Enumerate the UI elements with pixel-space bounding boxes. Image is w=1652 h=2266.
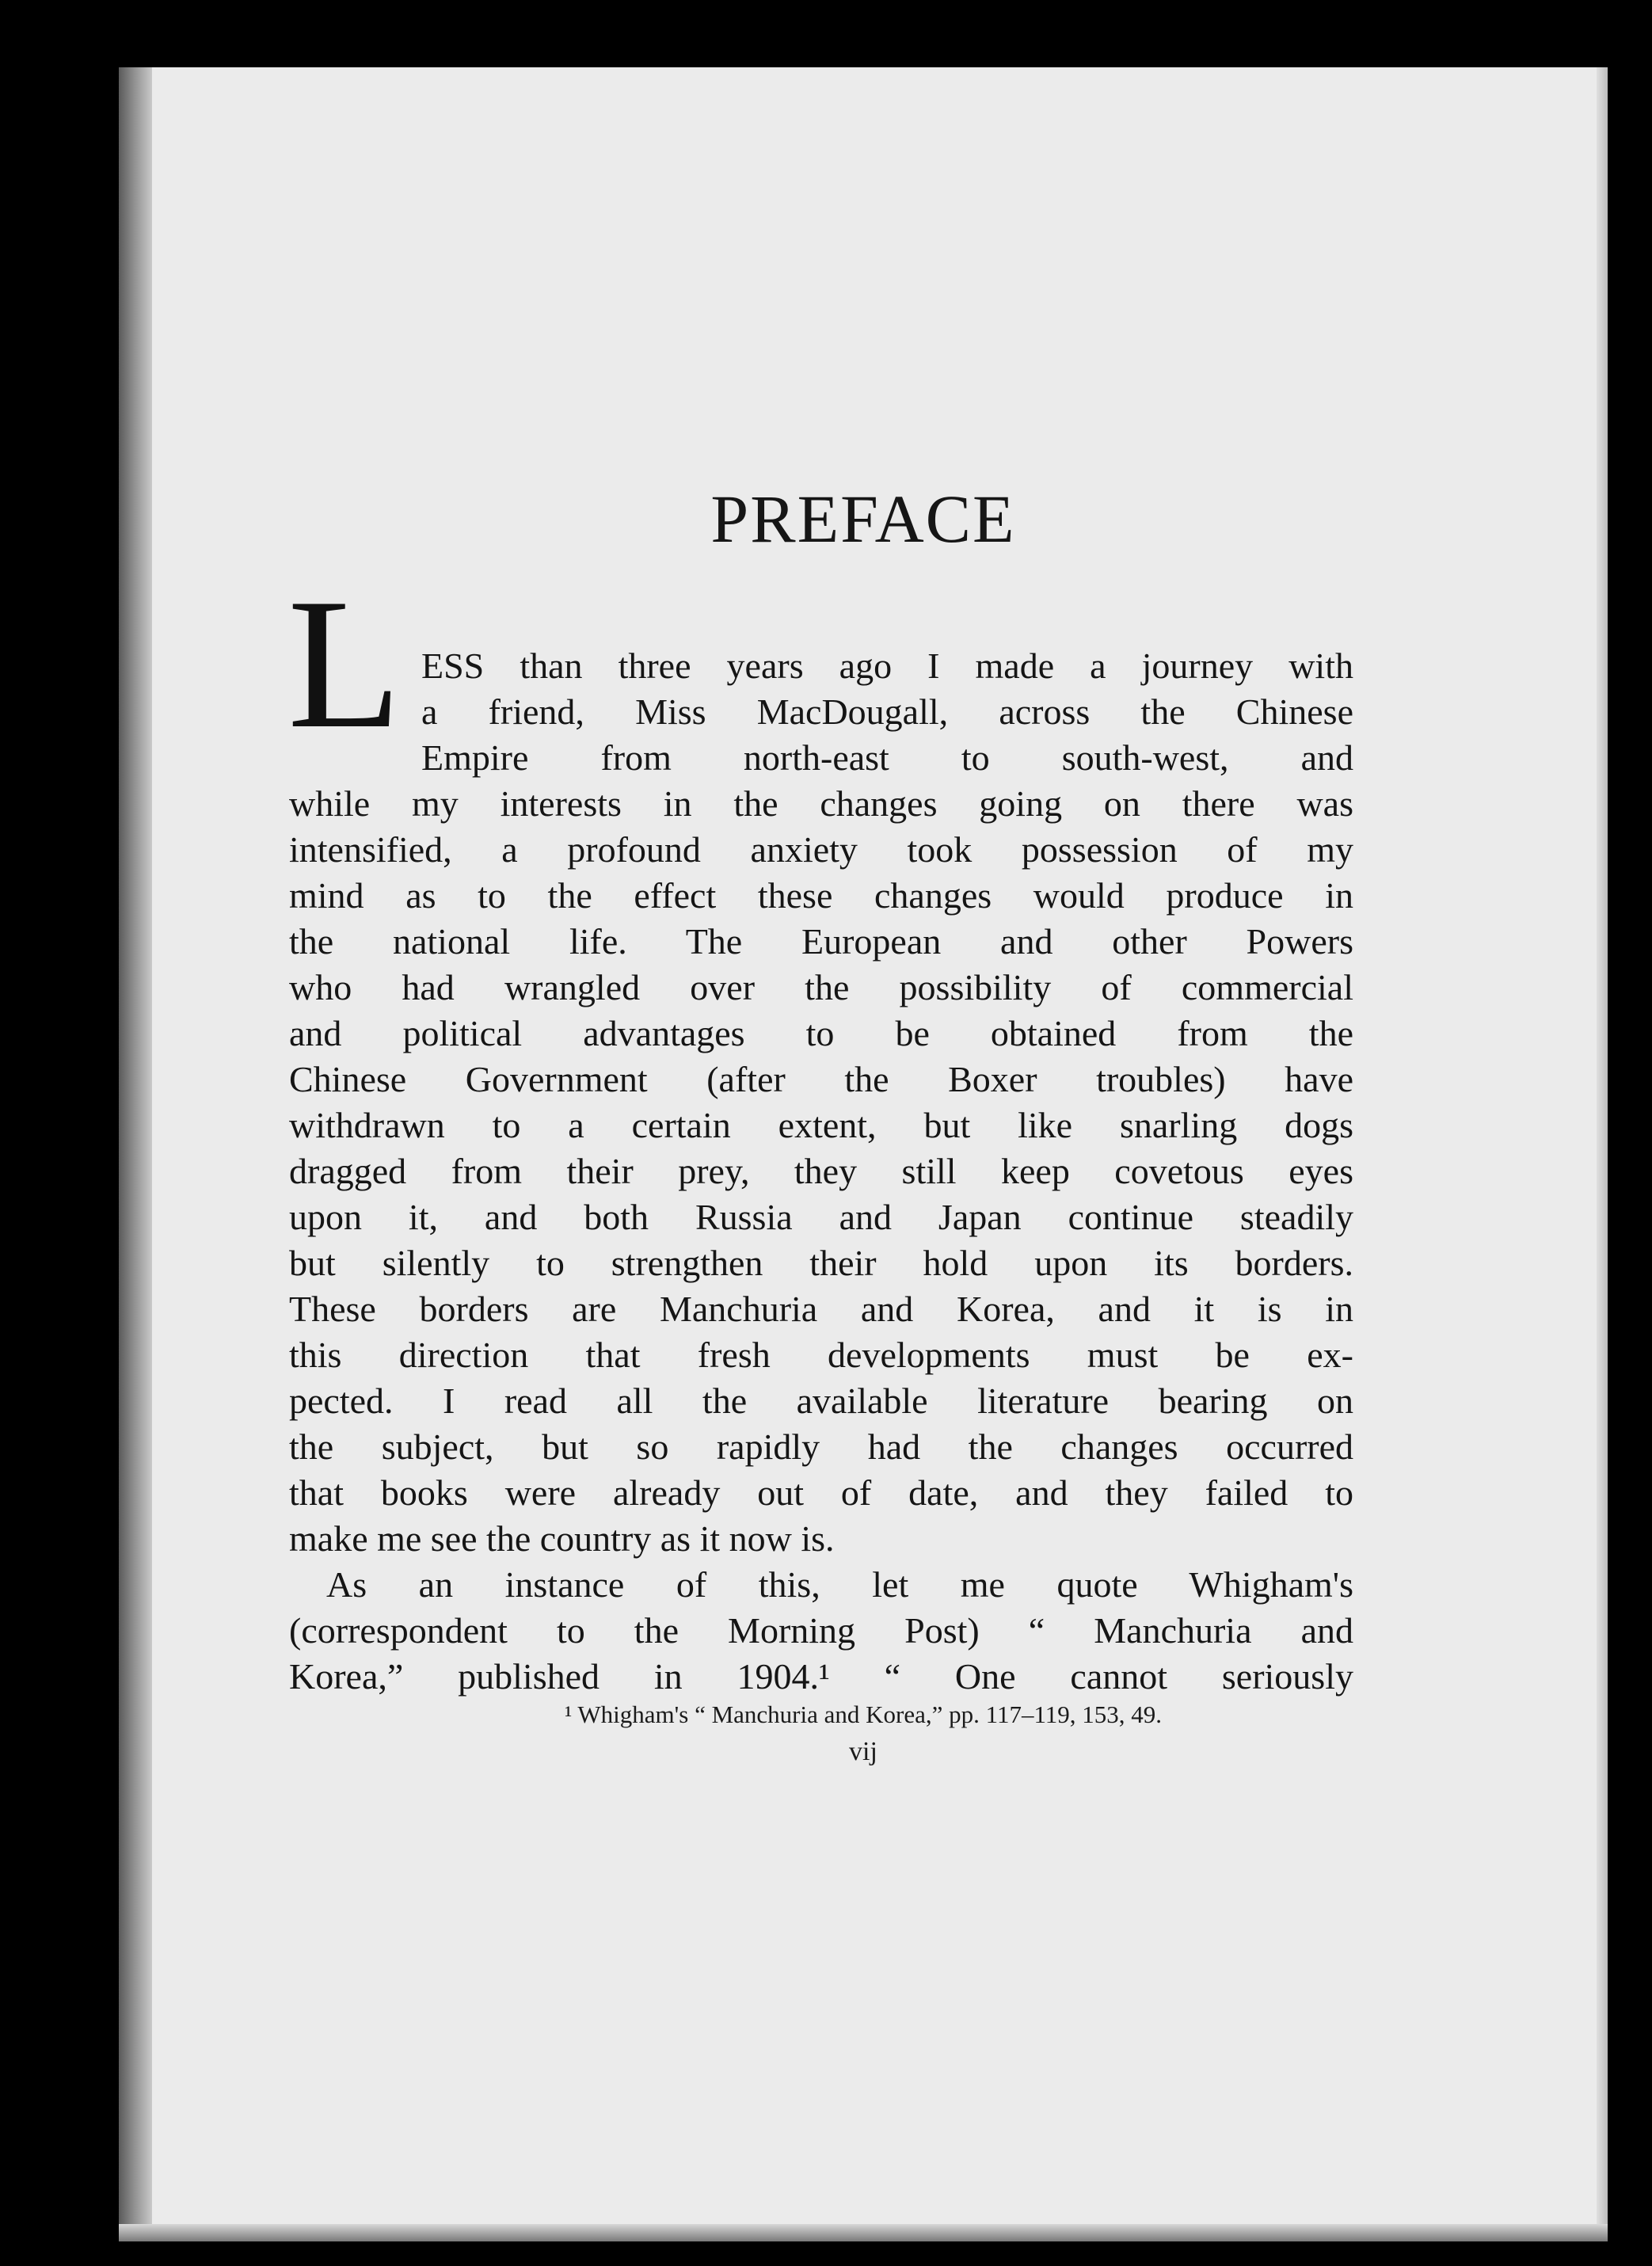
book-page (119, 67, 1608, 2241)
drop-cap: L (287, 561, 402, 767)
footnote: ¹ Whigham's “ Manchuria and Korea,” pp. 117–119, 153, 49. (564, 1700, 1163, 1728)
body-line: make me see the country as it now is. (289, 1518, 835, 1559)
body-line: the national life. The European and other Powers (289, 921, 1353, 962)
body-line: ESS than three years ago I made a journey with (421, 646, 1353, 686)
body-line: pected. I read all the available literature bearing on (289, 1381, 1353, 1421)
body-line: Korea,” published in 1904.¹ “ One cannot seriously (289, 1656, 1353, 1697)
body-line: the subject, but so rapidly had the changes occurred (289, 1426, 1353, 1467)
page-bottom-edge (119, 2224, 1608, 2241)
body-line: dragged from their prey, they still keep covetous eyes (289, 1151, 1353, 1191)
body-line: mind as to the effect these changes would produce in (289, 875, 1353, 916)
body-line: intensified, a profound anxiety took possession of my (289, 829, 1353, 870)
body-line: These borders are Manchuria and Korea, and it is in (289, 1289, 1353, 1329)
book-spine-shadow (119, 67, 152, 2241)
body-line: that books were already out of date, and they failed to (289, 1472, 1353, 1513)
page-right-edge (1597, 67, 1608, 2241)
body-line: but silently to strengthen their hold upon its borders. (289, 1243, 1353, 1283)
body-line: this direction that fresh developments must be ex- (289, 1335, 1353, 1375)
body-line: who had wrangled over the possibility of commercial (289, 967, 1353, 1007)
body-line: As an instance of this, let me quote Whigham's (326, 1564, 1353, 1605)
body-line: Empire from north-east to south-west, and (421, 737, 1353, 778)
body-line: Chinese Government (after the Boxer troubles) have (289, 1059, 1353, 1099)
body-line: while my interests in the changes going on there was (289, 783, 1353, 824)
body-line: and political advantages to be obtained from the (289, 1013, 1353, 1053)
body-line: (correspondent to the Morning Post) “ Manchuria and (289, 1610, 1353, 1651)
page-number: vij (849, 1737, 877, 1766)
body-line: a friend, Miss MacDougall, across the Chinese (421, 691, 1353, 732)
body-line: upon it, and both Russia and Japan continue steadily (289, 1197, 1353, 1237)
page-title: PREFACE (710, 481, 1016, 557)
body-line: withdrawn to a certain extent, but like snarling dogs (289, 1105, 1353, 1145)
